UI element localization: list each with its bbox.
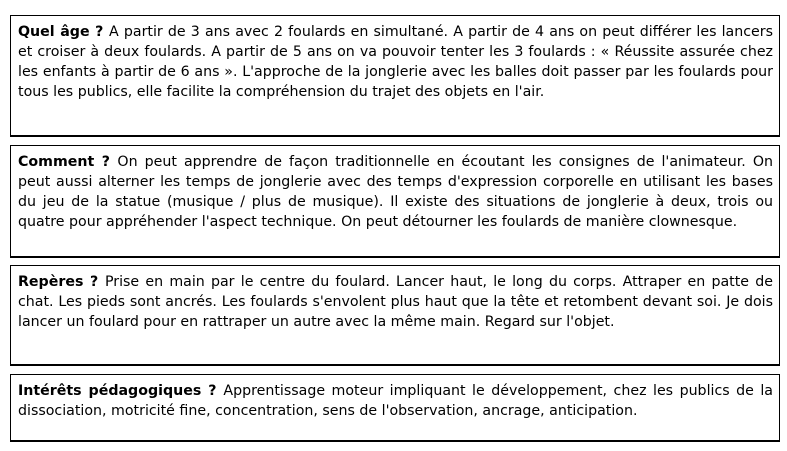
section-label-comment: Comment ? <box>18 154 118 170</box>
section-text-quel-age: A partir de 3 ans avec 2 foulards en simultané. A partir de 4 ans on peut différer les lancers et croiser à deux foulards. A partir de 5 ans on va pouvoir tenter les 3 foulards : « Réussite assurée chez les enfants à partir de 6 ans ». L'approche de la jonglerie avec les balles doit passer par les foulards pour tous les publics, elle facilite la compréhension du trajet des objets en l'air. <box>18 24 773 100</box>
section-comment <box>10 145 780 258</box>
section-label-interets-pedagogiques: Intérêts pédagogiques ? <box>18 383 224 399</box>
section-interets-pedagogiques <box>10 374 780 442</box>
section-quel-age <box>10 15 780 137</box>
section-text-reperes: Prise en main par le centre du foulard. Lancer haut, le long du corps. Attraper en patte de chat. Les pieds sont ancrés. Les foulards s'envolent plus haut que la tête et retombent devant soi. Je dois lancer un foulard pour en rattraper un autre avec la même main. Regard sur l'objet. <box>18 274 773 330</box>
section-label-reperes: Repères ? <box>18 274 105 290</box>
section-reperes <box>10 265 780 366</box>
section-text-comment: On peut apprendre de façon traditionnelle en écoutant les consignes de l'animateur. On peut aussi alterner les temps de jonglerie avec des temps d'expression corporelle en utilisant les bases du jeu de la statue (musique / plus de musique). Il existe des situations de jonglerie à deux, trois ou quatre pour appréhender l'aspect technique. On peut détourner les foulards de manière clownesque. <box>18 154 773 230</box>
section-label-quel-age: Quel âge ? <box>18 24 109 40</box>
section-text-interets-pedagogiques: Apprentissage moteur impliquant le développement, chez les publics de la dissociation, motricité fine, concentration, sens de l'observation, ancrage, anticipation. <box>18 383 773 419</box>
